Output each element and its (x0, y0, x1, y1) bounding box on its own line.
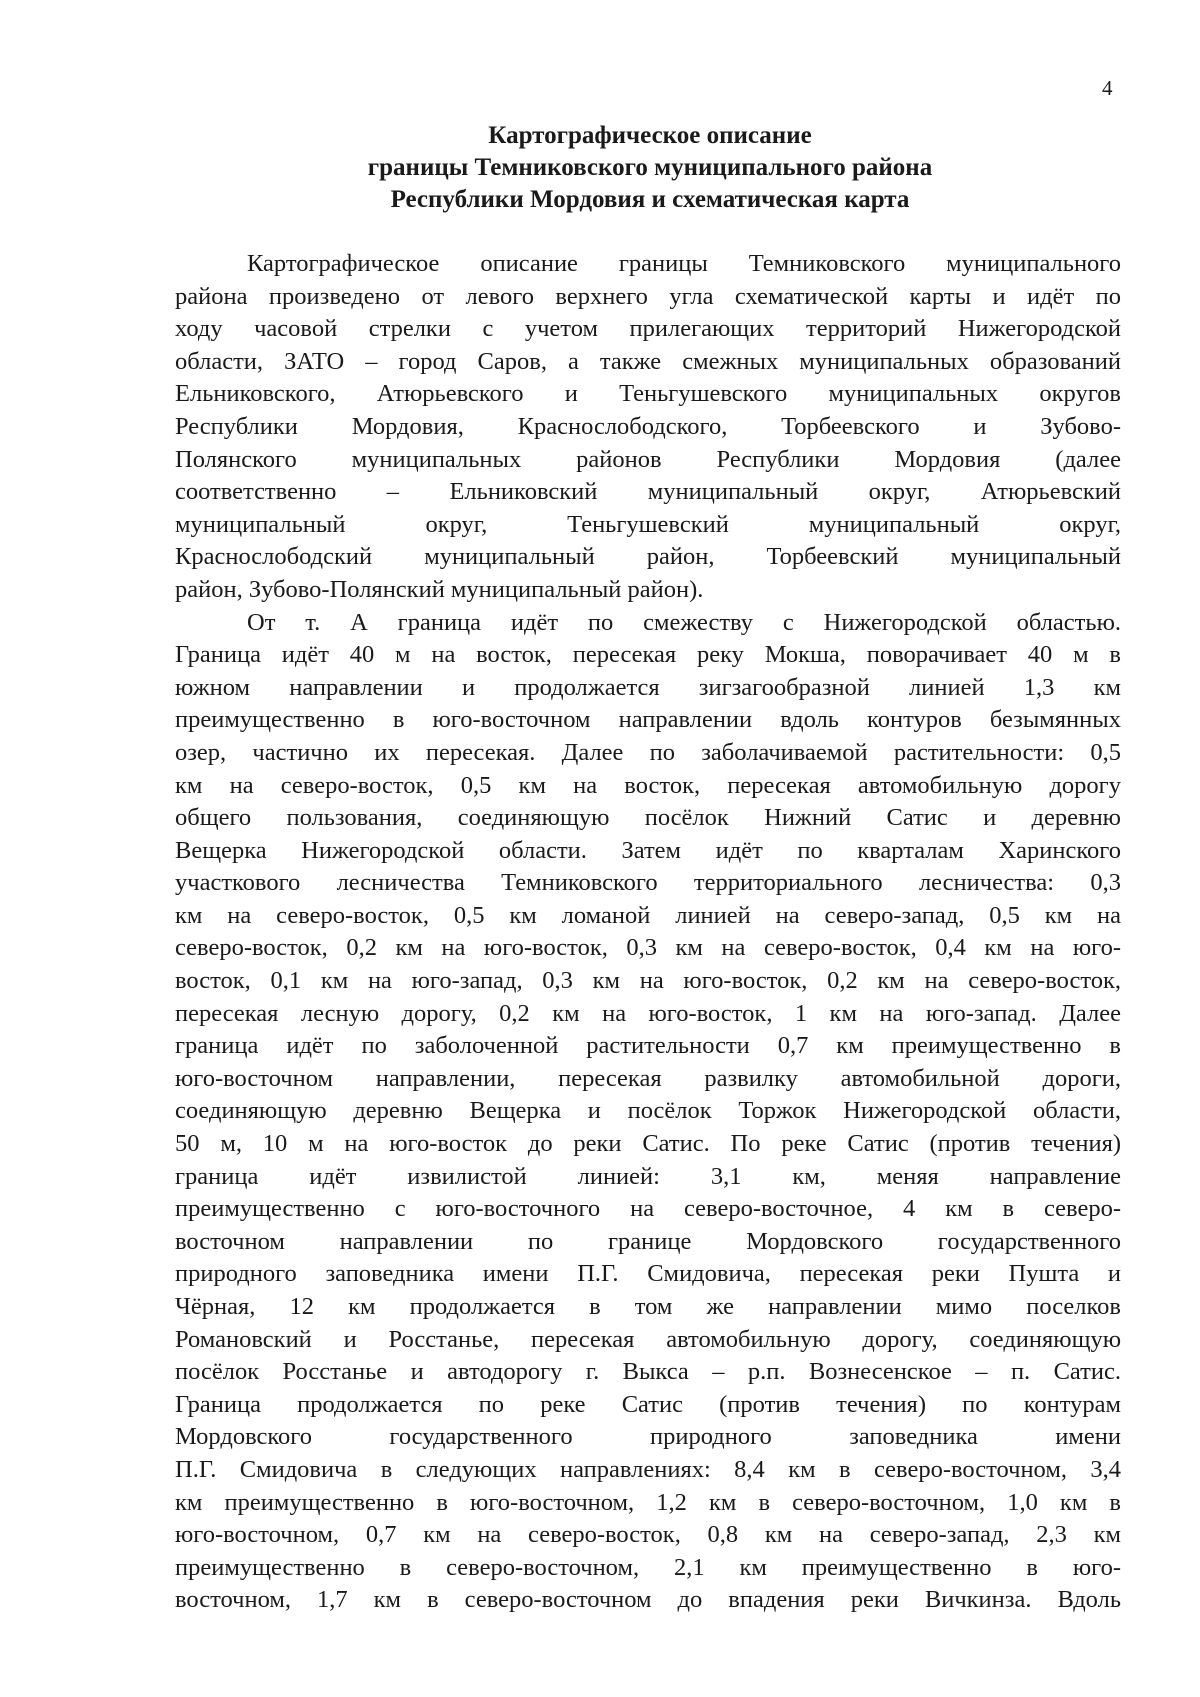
text-line: общего пользования, соединяющую посёлок Нижний Сатис и деревню (175, 804, 1121, 832)
text-line: озер, частично их пересекая. Далее по заболачиваемой растительности: 0,5 (175, 738, 1121, 766)
text-line: км на северо-восток, 0,5 км ломаной линией на северо-запад, 0,5 км на (175, 901, 1121, 929)
text-line: преимущественно в юго-восточном направлении вдоль контуров безымянных (175, 706, 1121, 734)
text-line: юго-восточном, 0,7 км на северо-восток, 0,8 км на северо-запад, 2,3 км (175, 1521, 1121, 1549)
text-line: Граница идёт 40 м на восток, пересекая реку Мокша, поворачивает 40 м в (175, 641, 1121, 669)
text-line: 50 м, 10 м на юго-восток до реки Сатис. По реке Сатис (против течения) (175, 1130, 1121, 1158)
text-line: преимущественно в северо-восточном, 2,1 км преимущественно в юго- (175, 1553, 1121, 1581)
text-line: граница идёт извилистой линией: 3,1 км, меняя направление (175, 1162, 1121, 1190)
text-line: области, ЗАТО – город Саров, а также смежных муниципальных образований (175, 347, 1121, 375)
text-line: пересекая лесную дорогу, 0,2 км на юго-восток, 1 км на юго-запад. Далее (175, 999, 1121, 1027)
text-line: Полянского муниципальных районов Республики Мордовия (далее (175, 445, 1121, 473)
text-line: км преимущественно в юго-восточном, 1,2 км в северо-восточном, 1,0 км в (175, 1488, 1121, 1516)
text-line: северо-восток, 0,2 км на юго-восток, 0,3 км на северо-восток, 0,4 км на юго- (175, 934, 1121, 962)
text-line: От т. А граница идёт по смежеству с Нижегородской областью. (247, 608, 1121, 636)
paragraph-introduction (175, 248, 1121, 607)
text-line: Картографическое описание границы Темниковского муниципального (247, 250, 1121, 277)
text-line: Мордовского государственного природного заповедника имени (175, 1423, 1121, 1451)
text-line: район, Зубово-Полянский муниципальный район). (175, 575, 704, 603)
text-line: Краснослободский муниципальный район, Торбеевский муниципальный (175, 543, 1121, 571)
text-line: Республики Мордовия, Краснослободского, Торбеевского и Зубово- (175, 412, 1121, 440)
text-line: района произведено от левого верхнего угла схематической карты и идёт по (175, 282, 1121, 310)
text-line: П.Г. Смидовича в следующих направлениях: 8,4 км в северо-восточном, 3,4 (175, 1455, 1121, 1483)
text-line: природного заповедника имени П.Г. Смидовича, пересекая реки Пушта и (175, 1260, 1121, 1288)
text-line: граница идёт по заболоченной растительности 0,7 км преимущественно в (175, 1032, 1121, 1060)
text-line: южном направлении и продолжается зигзагообразной линией 1,3 км (175, 673, 1121, 701)
text-line: Чёрная, 12 км продолжается в том же направлении мимо поселков (175, 1293, 1121, 1320)
text-line: км на северо-восток, 0,5 км на восток, пересекая автомобильную дорогу (175, 771, 1121, 799)
text-line: Романовский и Росстанье, пересекая автомобильную дорогу, соединяющую (175, 1325, 1121, 1353)
paragraph-boundary-description (175, 607, 1121, 1617)
text-line: восток, 0,1 км на юго-запад, 0,3 км на юго-восток, 0,2 км на северо-восток, (175, 967, 1121, 995)
text-line: восточном, 1,7 км в северо-восточном до впадения реки Вичкинза. Вдоль (175, 1586, 1121, 1614)
document-body (175, 248, 1121, 1617)
text-line: Ельниковского, Атюрьевского и Теньгушевского муниципальных округов (175, 380, 1121, 408)
text-line: ходу часовой стрелки с учетом прилегающих территорий Нижегородской (175, 315, 1121, 343)
title-line: Картографическое описание (488, 122, 812, 149)
text-line: посёлок Росстанье и автодорогу г. Выкса – р.п. Вознесенское – п. Сатис. (175, 1358, 1121, 1386)
text-line: соответственно – Ельниковский муниципальный округ, Атюрьевский (175, 478, 1121, 506)
text-line: участкового лесничества Темниковского территориального лесничества: 0,3 (175, 869, 1121, 897)
text-line: муниципальный округ, Теньгушевский муниципальный округ, (175, 510, 1121, 538)
title-line: границы Темниковского муниципального района (367, 154, 933, 181)
text-line: преимущественно с юго-восточного на северо-восточное, 4 км в северо- (175, 1195, 1121, 1223)
document-title (0, 120, 1200, 216)
title-line: Республики Мордовия и схематическая карта (390, 186, 910, 213)
page-number: 4 (1102, 76, 1113, 100)
text-line: Вещерка Нижегородской области. Затем идёт по кварталам Харинского (175, 836, 1121, 864)
text-line: Граница продолжается по реке Сатис (против течения) по контурам (175, 1390, 1121, 1418)
text-line: восточном направлении по границе Мордовского государственного (175, 1227, 1121, 1255)
text-line: юго-восточном направлении, пересекая развилку автомобильной дороги, (175, 1064, 1121, 1092)
text-line: соединяющую деревню Вещерка и посёлок Торжок Нижегородской области, (175, 1097, 1121, 1125)
